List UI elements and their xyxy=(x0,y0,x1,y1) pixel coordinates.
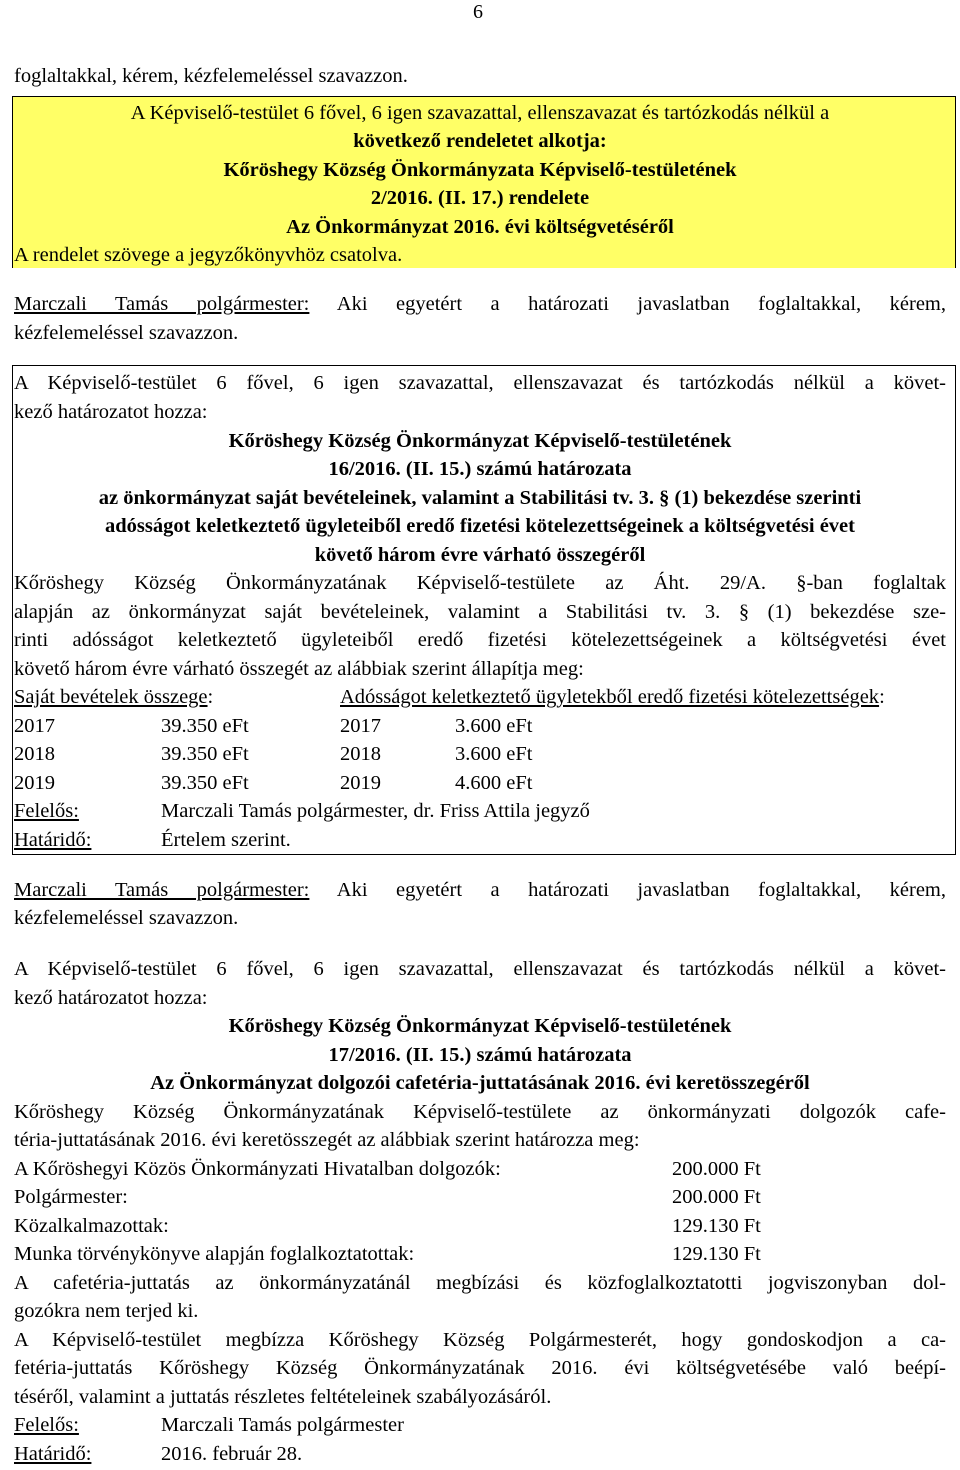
income-value: 39.350 eFt xyxy=(161,715,249,737)
statement-text: Aki egyetért a határozati javaslatban foglaltakkal, kérem, xyxy=(336,293,946,315)
responsible-label: Felelős: xyxy=(14,1414,79,1436)
res16-body-1: Kőröshegy Község Önkormányzatának Képviselő-testülete az Áht. 29/A. §-ban foglaltak xyxy=(14,572,946,594)
obligation-value: 4.600 eFt xyxy=(455,772,533,794)
res17-para2-3: téséről, valamint a juttatás részletes feltételeinek szabályozásáról. xyxy=(14,1386,552,1408)
statement-text: Aki egyetért a határozati javaslatban foglaltakkal, kérem, xyxy=(336,879,946,901)
res16-subject-1: az önkormányzat saját bevételeinek, valamint a Stabilitási tv. 3. § (1) bekezdése szerinti xyxy=(98,487,862,509)
res16-body-4: követő három évre várható összegét az alábbiak szerint állapítja meg: xyxy=(14,658,584,680)
res16-body-3: rinti adósságot keletkeztető ügyleteiből eredő fizetési kötelezettségeinek a költségvetési évet xyxy=(14,629,946,651)
responsible-value: Marczali Tamás polgármester xyxy=(161,1414,404,1436)
cafeteria-item-label: Közalkalmazottak: xyxy=(14,1215,169,1237)
res16-intro-cont: kező határozatot hozza: xyxy=(14,401,208,423)
mayor-statement-2-cont: kézfelemeléssel szavazzon. xyxy=(14,907,239,929)
rendelet-intro-2: következő rendeletet alkotja: xyxy=(353,130,607,152)
income-value: 39.350 eFt xyxy=(161,743,249,765)
res17-para2-2: fetéria-juttatás Kőröshegy Község Önkormányzatának 2016. évi költségvetésébe való beépí- xyxy=(14,1357,946,1379)
obligation-year: 2019 xyxy=(340,772,381,794)
obligation-value: 3.600 eFt xyxy=(455,743,533,765)
res16-body-2: alapján az önkormányzat saját bevételeinek, valamint a Stabilitási tv. 3. § (1) bekezdése sze- xyxy=(14,601,946,623)
top-line: foglaltakkal, kérem, kézfelemeléssel szavazzon. xyxy=(14,65,408,87)
res16-subject-2: adósságot keletkeztető ügyleteiből eredő fizetési kötelezettségeinek a költségvetési évet xyxy=(105,515,855,537)
obligation-year: 2018 xyxy=(340,743,381,765)
responsible-value: Marczali Tamás polgármester, dr. Friss Attila jegyző xyxy=(161,800,590,822)
res16-number: 16/2016. (II. 15.) számú határozata xyxy=(328,458,632,480)
obligation-year: 2017 xyxy=(340,715,381,737)
mayor-statement-1 xyxy=(14,290,946,319)
res17-issuer: Kőröshegy Község Önkormányzat Képviselő-testületének xyxy=(228,1015,732,1037)
res17-body-1: Kőröshegy Község Önkormányzatának Képviselő-testülete az önkormányzati dolgozók cafe- xyxy=(14,1101,946,1123)
cafeteria-item-amount: 200.000 Ft xyxy=(672,1158,761,1180)
income-header: Saját bevételek összege: xyxy=(14,686,214,708)
res17-intro: A Képviselő-testület 6 fővel, 6 igen szavazattal, ellenszavazat és tartózkodás nélkül a követ- xyxy=(14,958,946,980)
res17-para2-1: A Képviselő-testület megbízza Kőröshegy Község Polgármesterét, hogy gondoskodjon a ca- xyxy=(14,1329,946,1351)
res17-para1-2: gozókra nem terjed ki. xyxy=(14,1300,199,1322)
rendelet-intro: A Képviselő-testület 6 fővel, 6 igen szavazattal, ellenszavazat és tartózkodás nélkül a xyxy=(130,102,830,124)
res17-number: 17/2016. (II. 15.) számú határozata xyxy=(328,1044,632,1066)
res16-subject-3: követő három évre várható összegéről xyxy=(314,544,646,566)
page-number: 6 xyxy=(473,1,483,23)
income-year: 2018 xyxy=(14,743,55,765)
mayor-statement-1-cont: kézfelemeléssel szavazzon. xyxy=(14,322,239,344)
res17-para1-1: A cafetéria-juttatás az önkormányzatánál megbízási és közfoglalkoztatotti jogviszonyban dol- xyxy=(14,1272,946,1294)
rendelet-note: A rendelet szövege a jegyzőkönyvhöz csatolva. xyxy=(14,244,403,266)
cafeteria-item-amount: 200.000 Ft xyxy=(672,1186,761,1208)
rendelet-number: 2/2016. (II. 17.) rendelete xyxy=(370,187,590,209)
res17-body-2: téria-juttatásának 2016. évi keretösszegét az alábbiak szerint határozza meg: xyxy=(14,1129,640,1151)
obligations-header: Adósságot keletkeztető ügyletekből eredő fizetési kötelezettségek: xyxy=(340,686,885,708)
res17-intro-cont: kező határozatot hozza: xyxy=(14,987,208,1009)
income-year: 2017 xyxy=(14,715,55,737)
cafeteria-item-label: Munka törvénykönyve alapján foglalkoztatottak: xyxy=(14,1243,415,1265)
res16-issuer: Kőröshegy Község Önkormányzat Képviselő-testületének xyxy=(228,430,732,452)
cafeteria-item-label: Polgármester: xyxy=(14,1186,128,1208)
rendelet-title: Az Önkormányzat 2016. évi költségvetéséről xyxy=(286,216,674,238)
cafeteria-item-label: A Kőröshegyi Közös Önkormányzati Hivatalban dolgozók: xyxy=(14,1158,501,1180)
responsible-label: Felelős: xyxy=(14,800,79,822)
mayor-statement-2 xyxy=(14,876,946,905)
rendelet-issuer: Kőröshegy Község Önkormányzata Képviselő-testületének xyxy=(223,159,737,181)
deadline-value: 2016. február 28. xyxy=(161,1443,303,1465)
speaker-name: Marczali Tamás polgármester: xyxy=(14,293,310,315)
income-value: 39.350 eFt xyxy=(161,772,249,794)
speaker-name: Marczali Tamás polgármester: xyxy=(14,879,310,901)
deadline-value: Értelem szerint. xyxy=(161,829,291,851)
res16-intro: A Képviselő-testület 6 fővel, 6 igen szavazattal, ellenszavazat és tartózkodás nélkül a követ- xyxy=(14,372,946,394)
deadline-label: Határidő: xyxy=(14,1443,92,1465)
income-year: 2019 xyxy=(14,772,55,794)
obligation-value: 3.600 eFt xyxy=(455,715,533,737)
res17-subject: Az Önkormányzat dolgozói cafetéria-juttatásának 2016. évi keretösszegéről xyxy=(150,1072,810,1094)
cafeteria-item-amount: 129.130 Ft xyxy=(672,1243,761,1265)
cafeteria-item-amount: 129.130 Ft xyxy=(672,1215,761,1237)
deadline-label: Határidő: xyxy=(14,829,92,851)
